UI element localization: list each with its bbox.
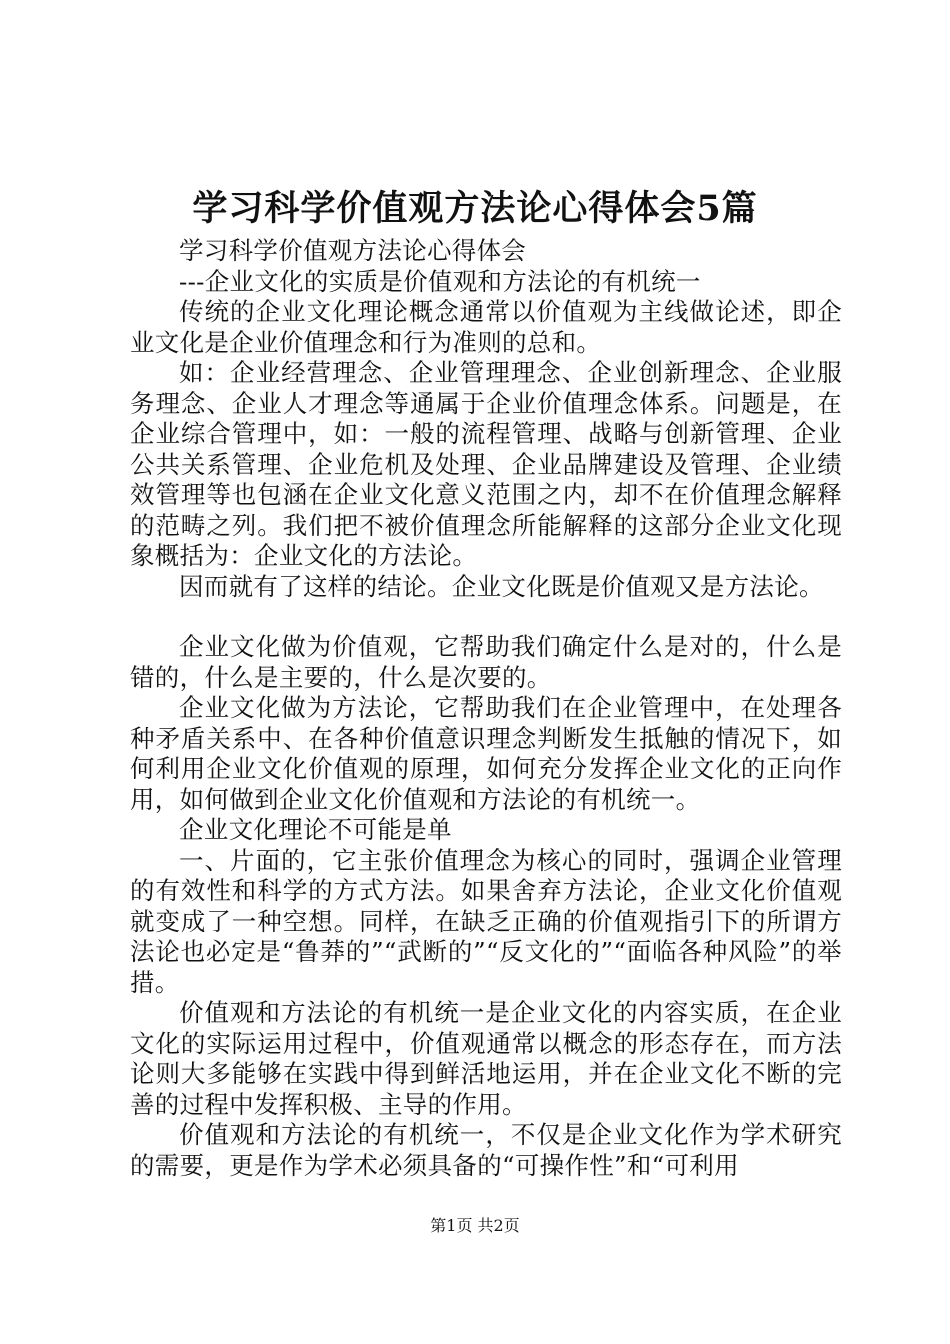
paragraph: 一、片面的，它主张价值理念为核心的同时，强调企业管理的有效性和科学的方式方法。如果舍弃方法论，企业文化价值观就变成了一种空想。同样，在缺乏正确的价值观指引下的所谓方法论也必定是“鲁莽的”“武断的”“反文化的”“面临各种风险”的举措。 [130,845,842,997]
paragraph: 企业文化做为方法论，它帮助我们在企业管理中，在处理各种矛盾关系中、在各种价值意识理念判断发生抵触的情况下，如何利用企业文化价值观的原理，如何充分发挥企业文化的正向作用，如何做到企业文化价值观和方法论的有机统一。 [130,693,842,814]
document-title: 学习科学价值观方法论心得体会5篇 [192,188,758,229]
paragraph: 企业文化理论不可能是单 [179,815,452,844]
paragraph-spacer [130,602,842,632]
paragraph: 传统的企业文化理论概念通常以价值观为主线做论述，即企业文化是企业价值理念和行为准则的总和。 [130,297,842,357]
paragraph-subtitle: 学习科学价值观方法论心得体会 [179,236,527,265]
page-number-footer: 第1页 共2页 [430,1216,520,1235]
paragraph: 价值观和方法论的有机统一，不仅是企业文化作为学术研究的需要，更是作为学术必须具备的“可操作性”和“可利用 [130,1120,842,1180]
paragraph: 价值观和方法论的有机统一是企业文化的内容实质，在企业文化的实际运用过程中，价值观通常以概念的形态存在，而方法论则大多能够在实践中得到鲜活地运用，并在企业文化不断的完善的过程中发挥积极、主导的作用。 [130,998,842,1119]
document-body [130,236,842,1181]
paragraph: 因而就有了这样的结论。企业文化既是价值观又是方法论。 [179,571,824,601]
paragraph: 企业文化做为价值观，它帮助我们确定什么是对的，什么是错的，什么是主要的，什么是次要的。 [130,632,842,692]
paragraph: 如：企业经营理念、企业管理理念、企业创新理念、企业服务理念、企业人才理念等通属于企业价值理念体系。问题是，在企业综合管理中，如：一般的流程管理、战略与创新管理、企业公共关系管理、企业危机及处理、企业品牌建设及管理、企业绩效管理等也包涵在企业文化意义范围之内，却不在价值理念解释的范畴之列。我们把不被价值理念所能解释的这部分企业文化现象概括为：企业文化的方法论。 [130,358,842,570]
paragraph-tagline: ---企业文化的实质是价值观和方法论的有机统一 [179,266,701,296]
